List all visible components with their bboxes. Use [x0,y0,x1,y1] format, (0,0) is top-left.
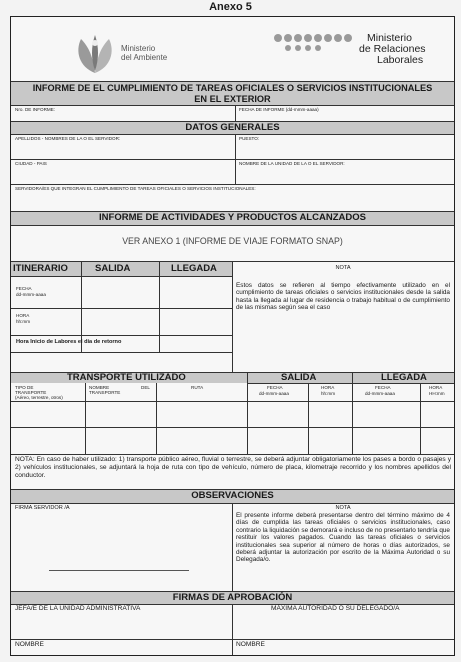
leaf-emblem-icon [73,33,117,75]
ministerio-ambiente-logo [73,31,193,79]
salida-hora-format: hh:mm [321,391,336,396]
observaciones-nota-text: El presente informe deberá presentarse dentro del término máximo de 4 días de cumplida las tareas oficiales o servicios institucionales, caso contrario la liquidación se demorará e incluso de no presentarlo tendría que restituir los valores pagados. Cuando las tareas oficiales o servicios institucionales sea superior al número de horas o días autorizados, se deberá adjuntar la autorización por escrito de la Máxima Autoridad o su Delegada/o. [236,512,450,564]
jefe-unidad-label: JEFA/E DE LA UNIDAD ADMINISTRATIVA [15,605,141,612]
actividades-title: INFORME DE ACTIVIDADES Y PRODUCTOS ALCANZADOS [99,212,366,223]
logo-left-line1: Ministerio [121,44,156,53]
itinerario-salida-header: SALIDA [95,263,131,274]
transporte-nota: NOTA: En caso de haber utilizado: 1) transporte público aéreo, fluvial o terrestre, se deberá adjuntar obligatoriamente los pases a bordo o pasajes y 2) vehículos institucionales, se adjuntará la hoja de ruta con tipo de vehículo, número de placa, kilometraje recorrido y los nombres apellidos del conductor. [15,456,451,479]
hora-label: HORA [16,313,30,318]
itinerario-nota-title: NOTA [335,265,351,271]
page-title: Anexo 5 [209,1,252,13]
firma-servidor-label: FIRMA SERVIDOR /A [15,505,70,511]
apellidos-label: APELLIDOS - NOMBRES DE LA O EL SERVIDOR: [15,136,121,141]
logo-right-line1: Ministerio [367,32,412,44]
itinerario-nota-text: Estos datos se refieren al tiempo efectivamente utilizado en el cumplimiento de tareas oficiales o servicios institucionales desde la salida hasta la llegada al lugar de residencia o trabajo habitual o de cumplimiento de las mismas según sea el caso [236,282,450,312]
salida-fecha-header: FECHA [267,385,283,390]
dots-emblem-icon [273,33,359,57]
datos-generales-title: DATOS GENERALES [185,122,280,133]
hora-format: hh:mm [16,319,31,324]
main-title-line1: INFORME DE EL CUMPLIMIENTO DE TAREAS OFICIALES O SERVICIOS INSTITUCIONALES [32,83,433,93]
transporte-salida-header: SALIDA [281,372,317,383]
puesto-label: PUESTO: [239,136,260,141]
llegada-fecha-format: dd-mmm-aaaa [365,391,395,396]
maxima-autoridad-label: MÁXIMA AUTORIDAD O SU DELEGADO/A [271,605,400,612]
transporte-title: TRANSPORTE UTILIZADO [67,372,186,383]
ruta-header: RUTA [191,385,204,390]
llegada-hora-format: HH:mm [429,391,445,396]
fecha-format: dd-mmm-aaaa [16,292,46,297]
tipo-header-1: TIPO DE [15,385,34,390]
ver-anexo-text: VER ANEXO 1 (INFORME DE VIAJE FORMATO SNAP) [122,236,343,246]
fecha-informe-label: FECHA DE INFORME (dd-mmm-aaaa) [239,107,319,112]
nro-informe-label: Nro. DE INFORME: [15,107,56,112]
servidores-label: SERVIDORA/ES QUE INTEGRAN EL CUMPLIMIENTO DE TAREAS OFICIALES O SERVICIOS INSTITUCIONALES: [15,186,256,191]
tipo-header-3: (Aéreo, terrestre, otros) [15,395,63,400]
unidad-label: NOMBRE DE LA UNIDAD DE LA O EL SERVIDOR: [239,161,345,166]
observaciones-title: OBSERVACIONES [191,490,274,501]
observaciones-nota-title: NOTA [335,505,351,511]
logo-right-line3: Laborales [377,54,424,66]
main-title-line2: EN EL EXTERIOR [194,94,271,104]
llegada-hora-header: HORA [429,385,443,390]
ministerio-relaciones-logo [273,31,453,79]
retorno-label: Hora Inicio de Labores el día de retorno [16,339,122,345]
nombre-header-2: TRANSPORTE [89,390,121,395]
nombre-header-1: NOMBRE [89,385,110,390]
logo-left-line2: del Ambiente [121,53,168,62]
llegada-fecha-header: FECHA [375,385,391,390]
nombre-jefe-label: NOMBRE [15,641,44,648]
fecha-label: FECHA [16,286,32,291]
salida-hora-header: HORA [321,385,335,390]
ciudad-pais-label: CIUDAD - PAIS [15,161,47,166]
nombre-autoridad-label: NOMBRE [236,641,265,648]
logo-right-line2: de Relaciones [359,43,426,55]
del-header: DEL [141,385,150,390]
tipo-header-2: TRANSPORTE [15,390,47,395]
firma-servidor-line [49,570,189,571]
transporte-llegada-header: LLEGADA [381,372,427,383]
firmas-title: FIRMAS DE APROBACIÓN [172,592,293,603]
salida-fecha-format: dd-mmm-aaaa [259,391,289,396]
itinerario-header: ITINERARIO [13,263,68,274]
report-form [10,16,455,656]
itinerario-llegada-header: LLEGADA [171,263,217,274]
